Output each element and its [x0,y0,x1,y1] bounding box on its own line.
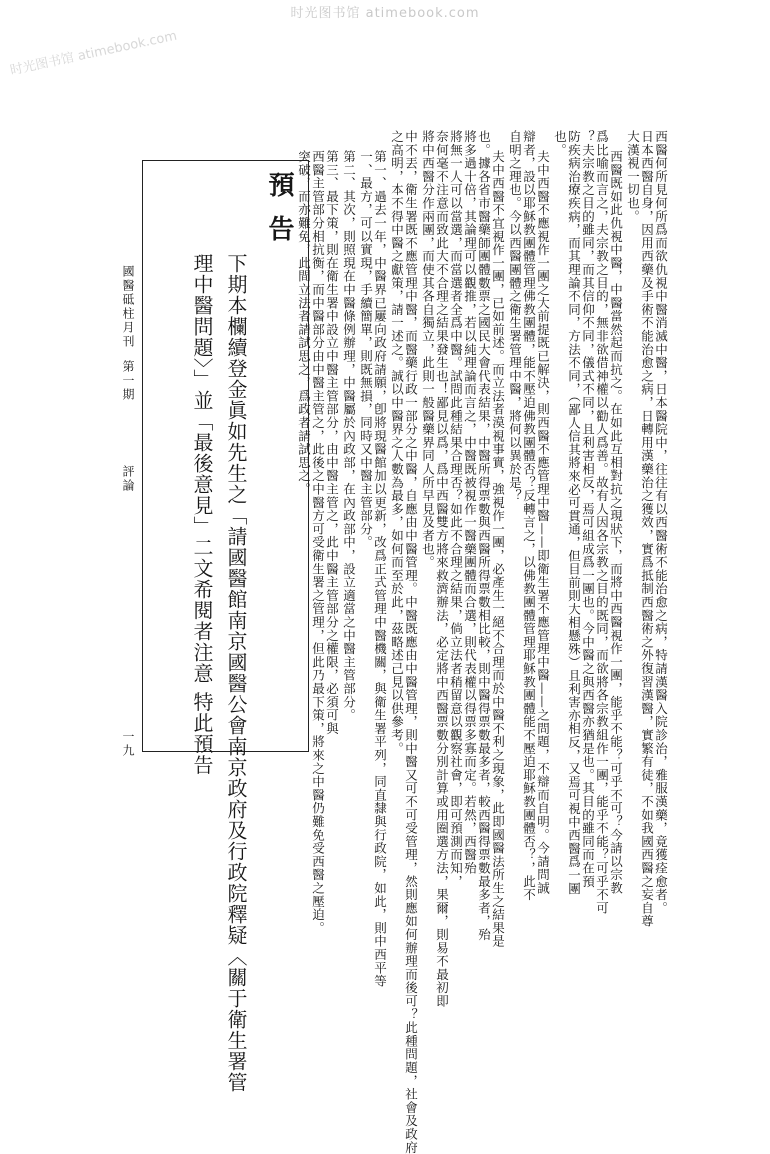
text-column: 爲比喻而言之，夫宗教之目的，無非欲借神權以勸人爲善。故有人因各宗教之目的既同，而欲將各宗教組作一團，能乎不能？可乎不可 [594,130,610,915]
text-column: 中不丟，衛生署既不應管理中醫，而醫藥行政一部分之中醫，自應由中醫管理。中醫既應由中醫管理，則中醫又可不可受管理，然則應如何辦理而後可？此種問題，社會及政府 [403,130,419,1154]
text-column: 突破，而亦難免，此間立法者請試思之，爲政者請試思之。 [296,150,312,496]
text-column: 大漢視一切也。 [625,130,641,224]
watermark-top: 时光图书馆 atimebook.com [290,6,480,21]
text-column: 第三、最下策，則在衛生署中設立中醫主管部分，由中醫主管之，此中醫主管部分之權限，必須可與 [324,150,340,736]
journal-title: 國醫砥柱月刊 [121,265,135,349]
page-number: 一九 [121,730,135,758]
text-column: 自明之理也。今以西醫團體之衛生署管理中醫，將何以異於是？ [507,130,523,503]
text-column: 西醫何所見何所爲而欲仇視中醫消滅中醫，日本醫院中，往往有以西醫術不能治愈之病，特請漢醫入院診治，雅服漢藥，竟獲痊愈者。 [653,130,669,915]
text-column: 將中西醫分作兩團，而使其各自獨立，此則一般醫藥界同人所早見及者也。 [420,130,436,569]
text-column: 將無一人可以當選，而當選者全爲中醫。試問此種結果合理否？如此不合理之結果，倘立法者稍留意以觀察社會，即可預測而知， [448,130,464,889]
text-column: 日本西醫自身，因用西藥及手術不能治愈之病，日轉用漢藥治之獲效，實爲抵制西醫術之外復習漢醫，實繁有徒，不如我國西醫之妄自尊 [639,130,655,928]
text-column: 第一、過去一年，中醫界已屢向政府請願，卽將現醫館加以更新，改爲正式管理中醫機關，與衛生署平列，同直隸與行政院，如此，則中西平等 [372,150,388,988]
section-label: 評論 [121,465,135,493]
notice-line: 理中醫問題〉」並「最後意見」二文希閱者注意 特此預告 [190,253,214,776]
notice-box [142,160,309,1093]
text-column: 西醫既如此仇視中醫，中醫當然起而抗之。在如此互相對抗之現狀下，而將中西醫視作一團，能乎不能？可乎不可？今請以宗教 [608,150,624,895]
notice-heading: 預告 [264,171,294,259]
text-column: 防疾病治療疾病，而其理論不同，方法不同，（鄙人信其將來必可貫通，但目前則大相懸殊）且利害亦相反，又焉可視中西醫爲一團 [566,130,582,896]
text-column: 也。 [552,130,568,157]
text-column: 西醫主管部分相抗衡，而中醫部分由中醫主管之，此後之中醫方可受衛生署之管理，但此乃最下策，將來之中醫仍難免受西醫之壓迫。 [310,150,326,935]
text-column: ？夫宗教之目的雖同，而其信仰不同，儀式不同，且利害相反，焉可組成爲一團也。今中醫之與西醫亦猶是也。其目的雖同而在預 [580,130,596,889]
text-column: 夫中西醫不宜視作一團，已如前述。而立法者漠視事實，強視作一團，必產生一絕不合理而於中醫不利之現象，此即國醫法所生之結果是 [490,150,506,948]
text-column: 將多過十倍，其論理可以觀推，若以純理論而言之，中醫既被視作一醫藥團體而合選，則代表權以得票多寡而定。若然，西醫殆 [462,130,478,875]
text-column: 夫中西醫不應視作一團之大前提既已解決，則西醫不應管理中醫——即衛生署不應管理中醫——之問題，不辯而自明。今請問誠 [535,150,551,895]
text-column: 也。據各省市醫藥師團體數票之國民大會代表結果，中醫所得票數與西醫所得票數相比較，則中醫得票數最多者，較西醫得票數最多者，殆 [476,130,492,942]
notice-line: 下期本欄續登金眞如先生之「請國醫館南京國醫公會南京政府及行政院釋疑〈關于衛生署管 [224,253,248,1093]
issue-label: 第一期 [121,360,135,402]
text-column: 辯者，設以耶穌教團體管理佛教團體，能不壓迫佛教團體否？反轉言之，以佛教團體管理耶穌教團體能不壓迫耶穌教團體否？，此不 [521,130,537,902]
watermark-side: 时光图书馆 atimebook.com [8,28,179,79]
text-column: 之高明，本不得中醫之獻策，請一述之。誠以中醫界之人數為最多，如何而至於此，茲略述己見以供參考。 [389,130,405,756]
text-column: 第二、其次，則照現在中醫條例辦理，中醫屬於內政部，在內政部中，設立適當之中醫主管部分。 [341,150,357,722]
scanned-page [60,110,720,1154]
text-column: 一、最方，可以實現，手續簡單，則既無損，同時又中醫主管部分。 [358,150,374,549]
text-column: 奈何毫不注意而致此大不合理之結果發生也！鄙見以爲，爲中西醫雙方將來救濟辦法，必定將中西醫票數分別計算或用圈選方法，果爾，則易不最初即 [434,130,450,1008]
